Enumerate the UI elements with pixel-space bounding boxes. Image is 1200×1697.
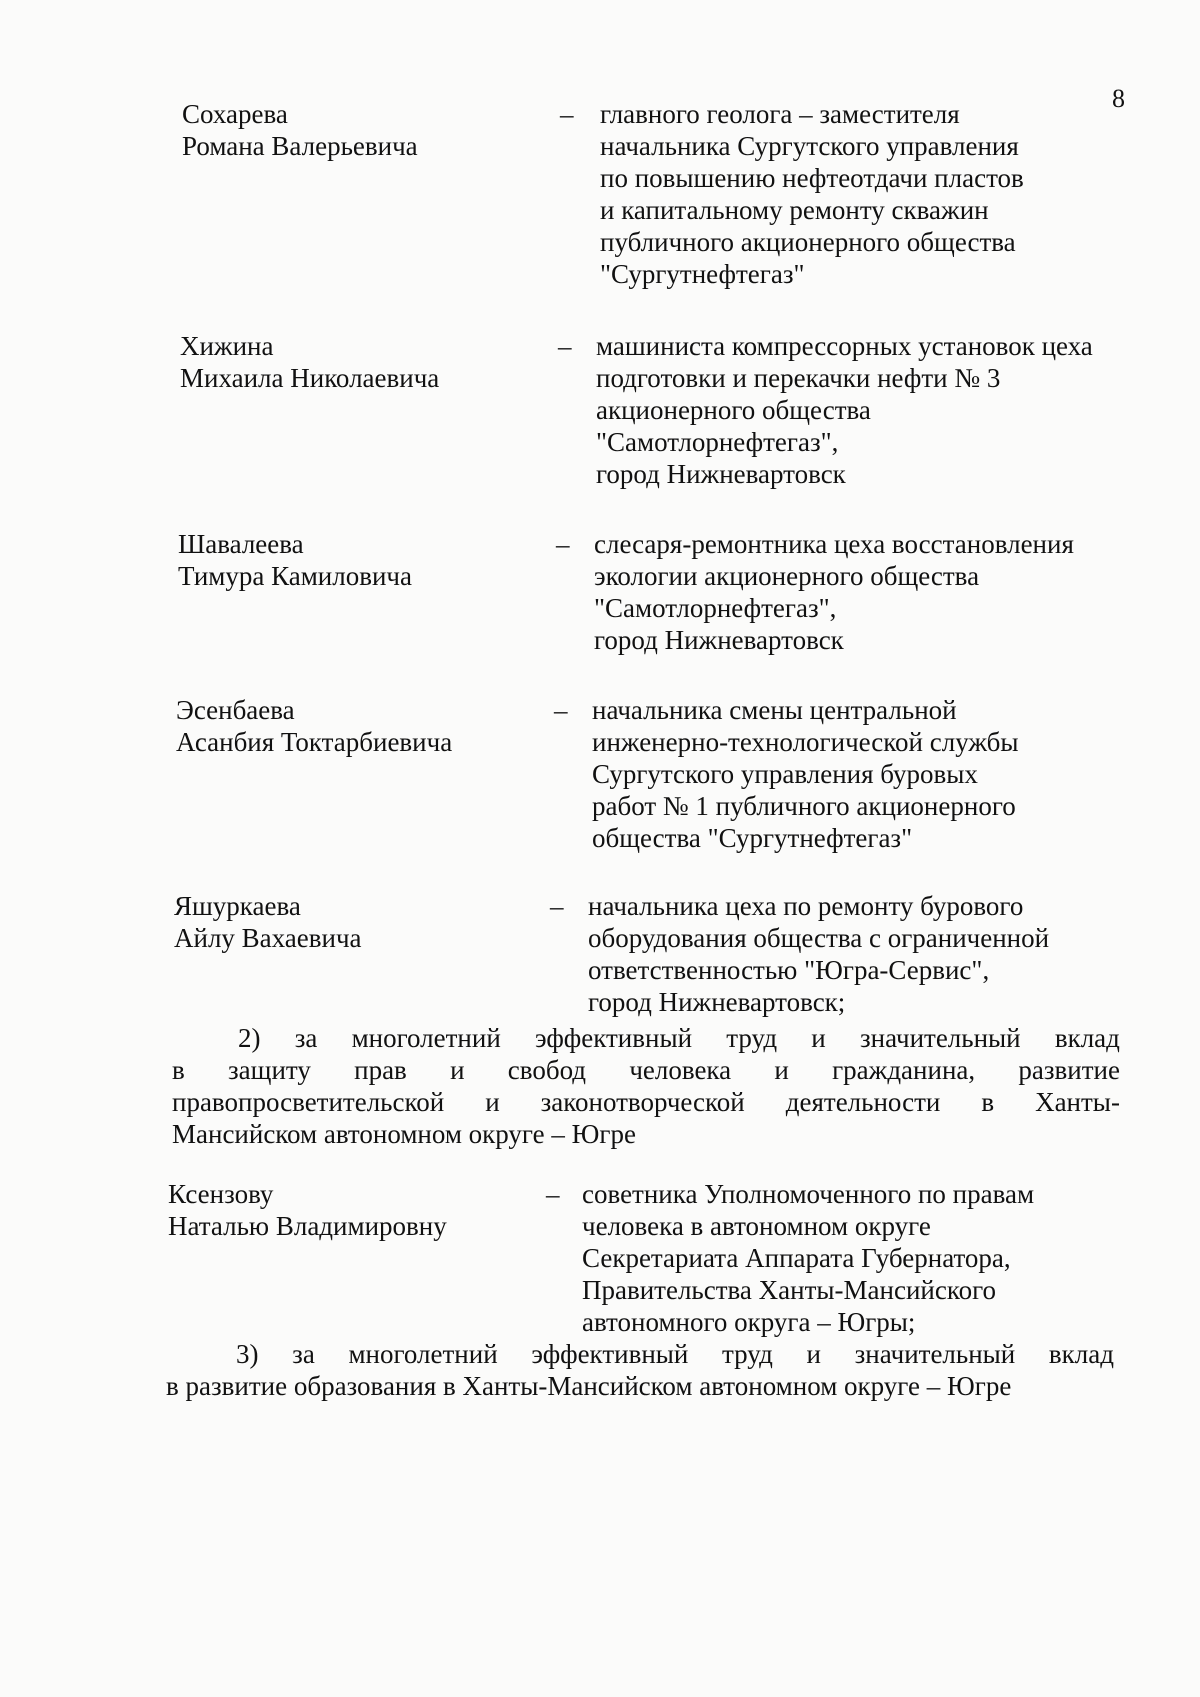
- name-line: Шавалеева: [178, 529, 304, 559]
- word: 2): [238, 1023, 261, 1053]
- position-line: начальника смены центральной: [592, 695, 957, 725]
- position-line: советника Уполномоченного по правам: [582, 1179, 1035, 1209]
- word: значительный: [854, 1339, 1016, 1369]
- paragraph-line: [172, 1054, 1120, 1086]
- name-line: Ксензову: [168, 1179, 274, 1209]
- word: значительный: [859, 1023, 1021, 1053]
- word: многолетний: [351, 1023, 501, 1053]
- position-line: оборудования общества с ограниченной: [588, 923, 1050, 953]
- position-line: работ № 1 публичного акционерного: [592, 791, 1016, 821]
- name-line: Асанбия Токтарбиевича: [176, 727, 453, 757]
- word: законотворческой: [540, 1087, 745, 1117]
- position-line: город Нижневартовск: [596, 459, 846, 489]
- word: развитие: [1018, 1055, 1120, 1085]
- word: многолетний: [348, 1339, 498, 1369]
- page-number: 8: [1112, 84, 1125, 113]
- person-name: [180, 330, 540, 394]
- person-name: [174, 890, 534, 954]
- paragraph-line: [172, 1118, 1120, 1150]
- position-line: экологии акционерного общества: [594, 561, 980, 591]
- word: свобод: [507, 1055, 587, 1085]
- position-line: город Нижневартовск: [594, 625, 844, 655]
- position-line: слесаря-ремонтника цеха восстановления: [594, 529, 1074, 559]
- paragraph-line: [166, 1370, 1114, 1402]
- word: труд: [722, 1339, 773, 1369]
- person-name: [178, 528, 538, 592]
- dash-separator: –: [560, 99, 574, 129]
- word: Мансийском автономном округе – Югре: [172, 1119, 636, 1149]
- position-line: инженерно-технологической службы: [592, 727, 1019, 757]
- position-line: "Сургутнефтегаз": [600, 259, 805, 289]
- position-line: город Нижневартовск;: [588, 987, 846, 1017]
- word: прав: [354, 1055, 407, 1085]
- position-line: Секретариата Аппарата Губернатора,: [582, 1243, 1011, 1273]
- name-line: Михаила Николаевича: [180, 363, 440, 393]
- position-line: начальника Сургутского управления: [600, 131, 1019, 161]
- position-line: "Самотлорнефтегаз",: [594, 593, 837, 623]
- position-line: по повышению нефтеотдачи пластов: [600, 163, 1024, 193]
- person-name: [168, 1178, 528, 1242]
- name-line: Айлу Вахаевича: [174, 923, 362, 953]
- name-line: Хижина: [180, 331, 274, 361]
- dash-separator: –: [546, 1179, 560, 1209]
- name-line: Тимура Камиловича: [178, 561, 412, 591]
- position-line: машиниста компрессорных установок цеха: [596, 331, 1093, 361]
- word: в развитие образования в Ханты-Мансийском автономном округе – Югре: [166, 1371, 1012, 1401]
- position-line: "Самотлорнефтегаз",: [596, 427, 839, 457]
- dash-separator: –: [554, 695, 568, 725]
- word: эффективный: [535, 1023, 693, 1053]
- name-line: Эсенбаева: [176, 695, 295, 725]
- dash-separator: –: [556, 529, 570, 559]
- paragraph-line: [172, 1022, 1120, 1054]
- position-description: [592, 694, 1152, 854]
- dash-separator: –: [550, 891, 564, 921]
- name-line: Сохарева: [182, 99, 288, 129]
- word: 3): [236, 1339, 259, 1369]
- position-description: [600, 98, 1160, 290]
- position-line: акционерного общества: [596, 395, 871, 425]
- name-line: Яшуркаева: [174, 891, 301, 921]
- name-line: Наталью Владимировну: [168, 1211, 447, 1241]
- word: человека: [629, 1055, 732, 1085]
- position-line: Правительства Ханты-Мансийского: [582, 1275, 996, 1305]
- dash-separator: –: [558, 331, 572, 361]
- person-name: [176, 694, 536, 758]
- word: правопросветительской: [172, 1087, 445, 1117]
- paragraph-line: [172, 1086, 1120, 1118]
- position-line: публичного акционерного общества: [600, 227, 1016, 257]
- word: деятельности: [785, 1087, 941, 1117]
- section-paragraph: [172, 1022, 1120, 1150]
- position-description: [596, 330, 1156, 490]
- person-name: [182, 98, 542, 162]
- position-description: [594, 528, 1154, 656]
- position-description: [588, 890, 1148, 1018]
- word: и: [774, 1055, 789, 1085]
- word: труд: [726, 1023, 778, 1053]
- word: в: [172, 1055, 185, 1085]
- word: и: [450, 1055, 465, 1085]
- word: гражданина,: [832, 1055, 976, 1085]
- position-line: человека в автономном округе: [582, 1211, 931, 1241]
- word: вклад: [1048, 1339, 1114, 1369]
- position-description: [582, 1178, 1142, 1338]
- name-line: Романа Валерьевича: [182, 131, 418, 161]
- word: Ханты-: [1035, 1087, 1120, 1117]
- position-line: общества "Сургутнефтегаз": [592, 823, 913, 853]
- word: и: [811, 1023, 826, 1053]
- word: и: [485, 1087, 500, 1117]
- word: вклад: [1054, 1023, 1120, 1053]
- section-paragraph: [166, 1338, 1114, 1402]
- word: за: [294, 1023, 318, 1053]
- paragraph-line: [166, 1338, 1114, 1370]
- position-line: начальника цеха по ремонту бурового: [588, 891, 1024, 921]
- position-line: ответственностью "Югра-Сервис",: [588, 955, 990, 985]
- word: в: [981, 1087, 995, 1117]
- word: защиту: [228, 1055, 311, 1085]
- word: за: [292, 1339, 315, 1369]
- position-line: и капитальному ремонту скважин: [600, 195, 989, 225]
- word: эффективный: [531, 1339, 689, 1369]
- position-line: главного геолога – заместителя: [600, 99, 960, 129]
- position-line: Сургутского управления буровых: [592, 759, 978, 789]
- word: и: [806, 1339, 821, 1369]
- position-line: подготовки и перекачки нефти № 3: [596, 363, 1001, 393]
- position-line: автономного округа – Югры;: [582, 1307, 916, 1337]
